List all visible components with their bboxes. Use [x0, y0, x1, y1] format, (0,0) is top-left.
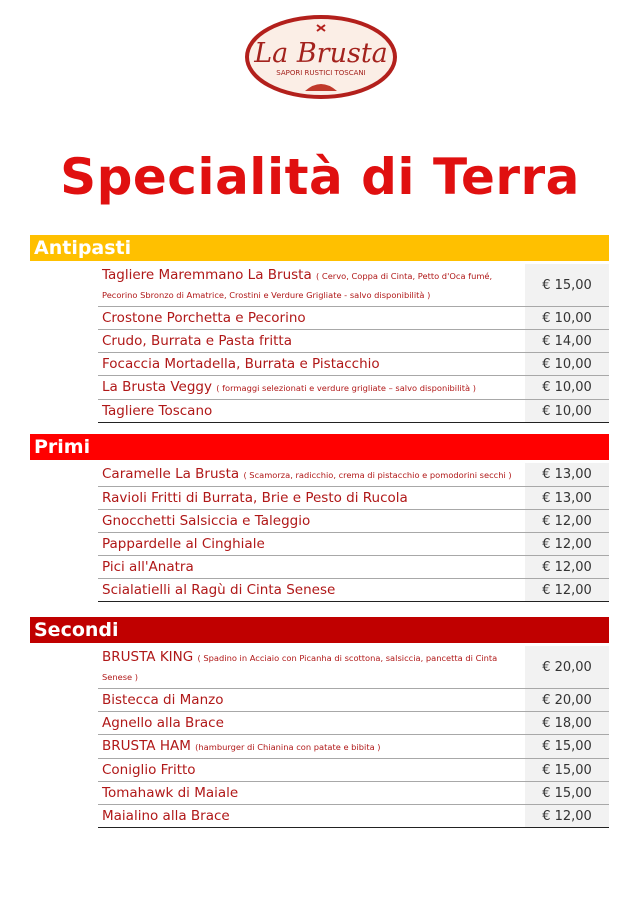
menu-item	[98, 533, 609, 556]
item-name: Agnello alla Brace	[102, 715, 224, 731]
item-price: € 15,00	[525, 264, 609, 306]
section-header: Antipasti	[30, 235, 609, 261]
section-header: Primi	[30, 434, 609, 460]
item-name: Gnocchetti Salsiccia e Taleggio	[102, 513, 311, 529]
item-name: BRUSTA HAM	[102, 738, 191, 754]
item-note: ( Scamorza, radicchio, crema di pistacchio e pomodorini secchi )	[243, 470, 512, 480]
menu-item	[98, 353, 609, 376]
section-antipasti	[30, 235, 609, 423]
item-price: € 13,00	[525, 487, 609, 509]
item-price: € 20,00	[525, 689, 609, 711]
item-price: € 10,00	[525, 376, 609, 399]
menu-item	[98, 735, 609, 759]
menu-item	[98, 510, 609, 533]
section-secondi	[30, 617, 609, 828]
item-price: € 12,00	[525, 556, 609, 578]
item-name: Scialatielli al Ragù di Cinta Senese	[102, 582, 336, 598]
item-note: ( Cervo, Coppa di Cinta, Petto d'Oca fumé, Pecorino Sbronzo di Amatrice, Crostini e Verdure Grigliate - salvo disponibilità )	[102, 271, 493, 300]
menu-item	[98, 463, 609, 487]
la-brusta-logo	[245, 15, 397, 99]
item-price: € 12,00	[525, 579, 609, 601]
item-name: Focaccia Mortadella, Burrata e Pistacchio	[102, 356, 380, 372]
item-name: Caramelle La Brusta	[102, 466, 240, 482]
item-name: Crudo, Burrata e Pasta fritta	[102, 333, 292, 349]
item-price: € 15,00	[525, 782, 609, 804]
menu-item	[98, 330, 609, 353]
item-note: ( Spadino in Acciaio con Picanha di scottona, salsiccia, pancetta di Cinta Senese )	[102, 653, 498, 682]
menu-item	[98, 487, 609, 510]
svg-text:SAPORI RUSTICI TOSCANI: SAPORI RUSTICI TOSCANI	[276, 69, 366, 77]
item-name: Ravioli Fritti di Burrata, Brie e Pesto di Rucola	[102, 490, 408, 506]
menu-item	[98, 712, 609, 735]
item-price: € 12,00	[525, 510, 609, 532]
menu-item	[98, 579, 609, 602]
item-name: Maialino alla Brace	[102, 808, 230, 824]
item-price: € 10,00	[525, 353, 609, 375]
item-price: € 10,00	[525, 400, 609, 422]
item-price: € 12,00	[525, 533, 609, 555]
item-name: Pici all'Anatra	[102, 559, 194, 575]
menu-item	[98, 376, 609, 400]
item-price: € 15,00	[525, 759, 609, 781]
item-price: € 14,00	[525, 330, 609, 352]
item-name: La Brusta Veggy	[102, 379, 212, 395]
item-price: € 13,00	[525, 463, 609, 486]
section-primi	[30, 434, 609, 602]
item-name: Tagliere Toscano	[102, 403, 213, 419]
item-name: Crostone Porchetta e Pecorino	[102, 310, 306, 326]
menu-item	[98, 759, 609, 782]
item-price: € 18,00	[525, 712, 609, 734]
item-name: Bistecca di Manzo	[102, 692, 224, 708]
item-price: € 10,00	[525, 307, 609, 329]
item-price: € 15,00	[525, 735, 609, 758]
item-note: ( formaggi selezionati e verdure grigliate – salvo disponibilità )	[216, 383, 476, 393]
item-note: (hamburger di Chianina con patate e bibita )	[195, 742, 381, 752]
item-price: € 20,00	[525, 646, 609, 688]
section-header: Secondi	[30, 617, 609, 643]
item-name: Pappardelle al Cinghiale	[102, 536, 265, 552]
svg-text:La Brusta: La Brusta	[254, 38, 388, 69]
menu-item	[98, 264, 609, 307]
item-name: Coniglio Fritto	[102, 762, 196, 778]
menu-item	[98, 400, 609, 423]
page-title: Specialità di Terra	[60, 148, 580, 206]
item-name: BRUSTA KING	[102, 649, 194, 665]
menu-item	[98, 646, 609, 689]
item-price: € 12,00	[525, 805, 609, 827]
menu-item	[98, 689, 609, 712]
item-name: Tomahawk di Maiale	[102, 785, 239, 801]
menu-item	[98, 782, 609, 805]
menu-item	[98, 805, 609, 828]
menu-item	[98, 556, 609, 579]
item-name: Tagliere Maremmano La Brusta	[102, 267, 312, 283]
menu-item	[98, 307, 609, 330]
